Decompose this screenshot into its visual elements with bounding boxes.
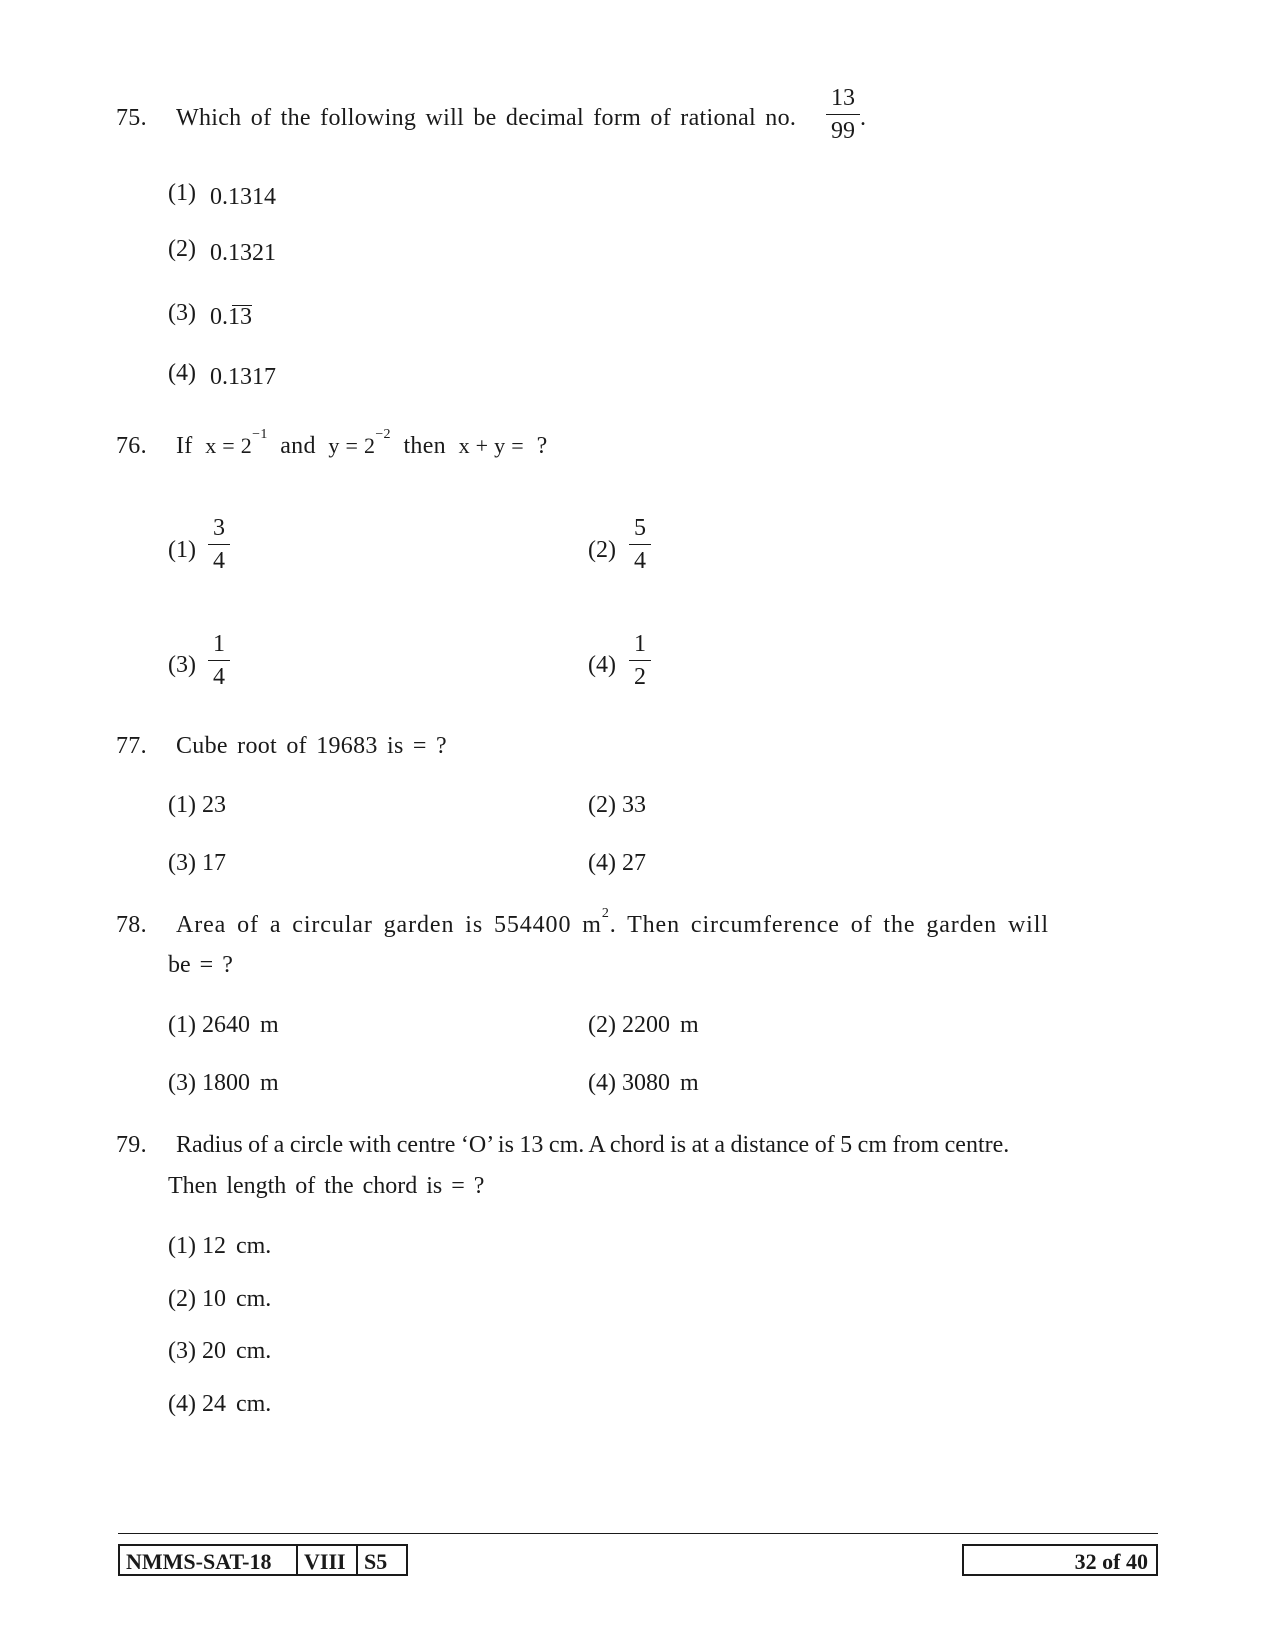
footer-exam-code: NMMS-SAT-18 [120, 1546, 298, 1574]
fraction-bar [629, 660, 651, 661]
fraction-bar [208, 544, 230, 545]
fraction-numerator: 1 [213, 631, 225, 657]
option-value: 0.1317 [209, 364, 276, 390]
question-text [176, 427, 548, 460]
option-label: (1) [168, 792, 196, 818]
footer-divider [118, 1533, 1158, 1534]
option-label: (4) [168, 1391, 196, 1417]
option-78-4 [588, 1070, 699, 1097]
option-78-3 [168, 1070, 279, 1097]
expr-x: x = 2 [205, 433, 253, 458]
option-label: (2) [168, 1286, 196, 1312]
fraction-denominator: 4 [634, 548, 646, 574]
option-label: (2) [588, 792, 616, 818]
option-value: 23 [201, 792, 226, 818]
option-79-4 [168, 1391, 271, 1418]
option-label: (3) [168, 850, 196, 876]
option-79-2 [168, 1286, 271, 1313]
option-76-1-label: (1) [168, 537, 196, 563]
option-value: 12 cm. [201, 1233, 272, 1259]
option-value: 1800 m [201, 1070, 279, 1096]
footer-page-number: 32 of 40 [1074, 1549, 1148, 1574]
option-value: 0.1321 [209, 240, 276, 266]
fraction-bar [208, 660, 230, 661]
option-label: (3) [168, 300, 196, 326]
option-value: 2200 m [621, 1012, 699, 1038]
option-value: 27 [621, 850, 646, 876]
footer-class: VIII [298, 1546, 358, 1574]
question-number: 76. [116, 433, 147, 459]
option-label: (3) [168, 1338, 196, 1364]
option-76-1-fraction [208, 514, 230, 575]
option-75-1 [168, 180, 276, 211]
option-label: (2) [588, 1012, 616, 1038]
option-value: 33 [621, 792, 646, 818]
question-mark: ? [536, 433, 548, 459]
question-78-line2: be = ? [168, 952, 233, 978]
option-label: (1) [168, 180, 196, 206]
option-label: (1) [168, 1233, 196, 1259]
fraction-13-99 [826, 84, 860, 145]
option-76-4-label: (4) [588, 652, 616, 678]
fraction-bar [629, 544, 651, 545]
option-value-prefix: 0. [209, 304, 228, 330]
fraction-numerator: 5 [634, 515, 646, 541]
text-then: then [403, 433, 446, 459]
option-label: (4) [168, 360, 196, 386]
expr-y: y = 2 [328, 433, 376, 458]
fraction-numerator: 1 [634, 631, 646, 657]
option-77-3 [168, 850, 226, 877]
footer-page-box [962, 1544, 1158, 1576]
text-and: and [280, 433, 316, 459]
exp-y: −2 [375, 427, 391, 442]
exp-x: −1 [252, 427, 268, 442]
fraction-denominator: 2 [634, 664, 646, 690]
footer-set: S5 [364, 1549, 388, 1574]
question-number: 78. [116, 912, 147, 938]
question-text [176, 906, 1049, 939]
fraction-bar [826, 114, 860, 115]
option-75-3 [168, 300, 252, 331]
expr-sum: x + y = [458, 433, 524, 458]
option-value: 24 cm. [201, 1391, 272, 1417]
fraction-denominator: 4 [213, 548, 225, 574]
question-text: Radius of a circle with centre ‘O’ is 13 cm. A chord is at a distance of 5 cm from centre. [176, 1132, 1010, 1158]
option-77-2 [588, 792, 646, 819]
option-75-4 [168, 360, 276, 391]
footer-code-box [118, 1544, 408, 1576]
option-76-2-label: (2) [588, 537, 616, 563]
option-label: (3) [168, 1070, 196, 1096]
question-number: 75. [116, 105, 147, 131]
option-75-2 [168, 236, 276, 267]
option-77-4 [588, 850, 646, 877]
option-76-2-fraction [629, 514, 651, 575]
option-79-3 [168, 1338, 271, 1365]
superscript: 2 [601, 906, 610, 921]
option-value: 0.1314 [209, 184, 276, 210]
question-text: Cube root of 19683 is = ? [176, 733, 448, 759]
option-label: (4) [588, 850, 616, 876]
option-value: 3080 m [621, 1070, 699, 1096]
option-value-repeating: 13 [227, 304, 252, 330]
question-number: 79. [116, 1132, 147, 1158]
option-76-4-fraction [629, 630, 651, 691]
text-if: If [176, 433, 193, 459]
option-78-1 [168, 1012, 279, 1039]
option-value: 2640 m [201, 1012, 279, 1038]
option-label: (2) [168, 236, 196, 262]
option-label: (1) [168, 1012, 196, 1038]
option-78-2 [588, 1012, 699, 1039]
option-value: 20 cm. [201, 1338, 272, 1364]
fraction-numerator: 3 [213, 515, 225, 541]
text-part-a: Area of a circular garden is 554400 m [176, 912, 602, 938]
question-text: Which of the following will be decimal form of rational no. [176, 105, 797, 131]
text-part-b: . Then circumference of the garden will [609, 912, 1049, 938]
option-76-3-label: (3) [168, 652, 196, 678]
option-value: 10 cm. [201, 1286, 272, 1312]
option-79-1 [168, 1233, 271, 1260]
fraction-denominator: 99 [831, 118, 855, 144]
question-end-period: . [860, 105, 866, 131]
option-label: (4) [588, 1070, 616, 1096]
fraction-denominator: 4 [213, 664, 225, 690]
option-77-1 [168, 792, 226, 819]
question-number: 77. [116, 733, 147, 759]
option-76-3-fraction [208, 630, 230, 691]
option-value: 17 [201, 850, 226, 876]
question-79-line2: Then length of the chord is = ? [168, 1173, 485, 1199]
fraction-numerator: 13 [831, 85, 855, 111]
